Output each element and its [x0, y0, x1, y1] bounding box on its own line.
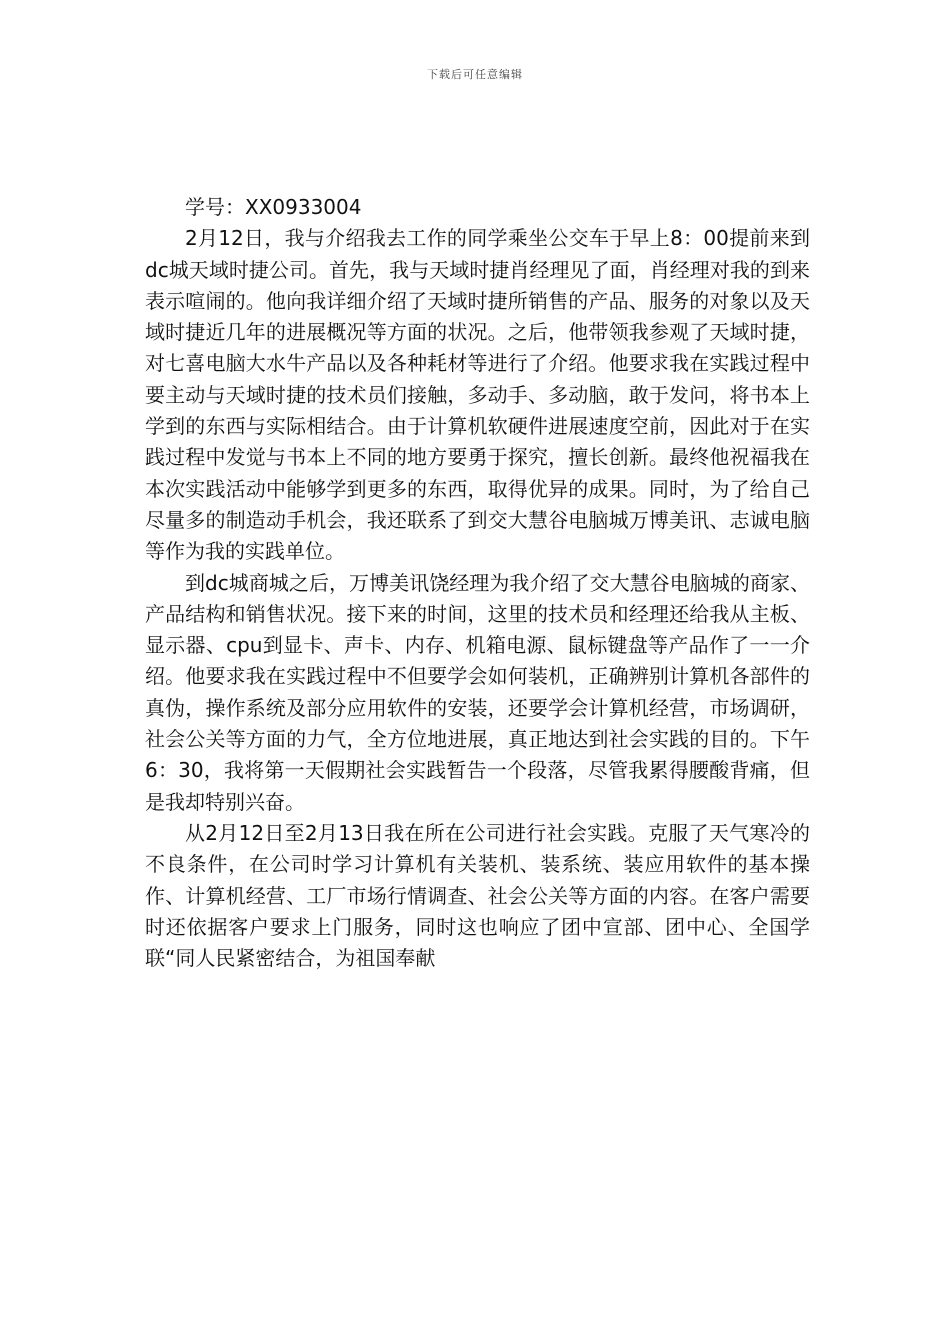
- paragraph-2: 到dc城商城之后，万博美讯饶经理为我介绍了交大慧谷电脑城的商家、产品结构和销售状况。接下来的时间，这里的技术员和经理还给我从主板、显示器、cpu到显卡、声卡、内存、机箱电源、鼠标键盘等产品作了一一介绍。他要求我在实践过程中不但要学会如何装机，正确辨别计算机各部件的真伪，操作系统及部分应用软件的安装，还要学会计算机经营，市场调研，社会公关等方面的力气，全方位地进展，真正地达到社会实践的目的。下午6：30，我将第一天假期社会实践暂告一个段落，尽管我累得腰酸背痛，但是我却特别兴奋。: [145, 570, 810, 814]
- paragraph-1: 2月12日，我与介绍我去工作的同学乘坐公交车于早上8：00提前来到dc城天域时捷公司。首先，我与天域时捷肖经理见了面，肖经理对我的到来表示喧闹的。他向我详细介绍了天域时捷所销售的产品、服务的对象以及天域时捷近几年的进展概况等方面的状况。之后，他带领我参观了天域时捷，对七喜电脑大水牛产品以及各种耗材等进行了介绍。他要求我在实践过程中要主动与天域时捷的技术员们接触，多动手、多动脑，敢于发问，将书本上学到的东西与实际相结合。由于计算机软硬件进展速度空前，因此对于在实践过程中发觉与书本上不同的地方要勇于探究，擅长创新。最终他祝福我在本次实践活动中能够学到更多的东西，取得优异的成果。同时，为了给自己尽量多的制造动手机会，我还联系了到交大慧谷电脑城万博美讯、志诚电脑等作为我的实践单位。: [145, 226, 810, 564]
- document-body: [145, 192, 810, 974]
- student-id-line: 学号：XX0933004: [185, 195, 362, 219]
- page-header-note: 下载后可任意编辑: [427, 68, 523, 81]
- paragraph-3: 从2月12日至2月13日我在所在公司进行社会实践。克服了天气寒冷的不良条件，在公司时学习计算机有关装机、装系统、装应用软件的基本操作、计算机经营、工厂市场行情调查、社会公关等方面的内容。在客户需要时还依据客户要求上门服务，同时这也响应了团中宣部、团中心、全国学联“同人民紧密结合，为祖国奉献: [145, 820, 810, 971]
